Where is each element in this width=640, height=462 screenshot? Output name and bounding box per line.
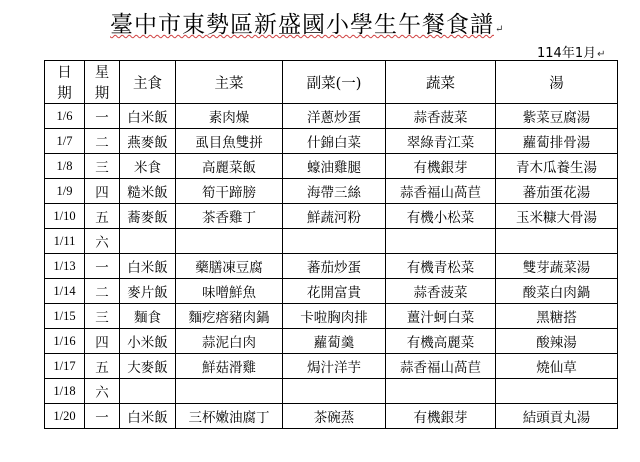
cell-date: 1/20 (45, 404, 85, 429)
cell-staple: 米食 (120, 154, 176, 179)
cell-date: 1/11 (45, 229, 85, 254)
cell-date: 1/17 (45, 354, 85, 379)
cell-main-dish: 三杯嫩油腐丁 (176, 404, 283, 429)
table-row (45, 354, 618, 379)
cell-date: 1/15 (45, 304, 85, 329)
header-soup: 湯 (496, 61, 618, 104)
cell-staple: 燕麥飯 (120, 129, 176, 154)
menu-month: 114年1月↵ (537, 46, 606, 61)
lunch-menu-table (44, 60, 618, 429)
cell-date: 1/7 (45, 129, 85, 154)
table-row (45, 379, 618, 404)
header-side-dish: 副菜(一) (283, 61, 386, 104)
cell-main-dish: 高麗菜飯 (176, 154, 283, 179)
cell-date: 1/9 (45, 179, 85, 204)
cell-vegetable: 有機銀芽 (386, 404, 496, 429)
table-row (45, 204, 618, 229)
cell-soup: 酸辣湯 (496, 329, 618, 354)
cell-weekday: 三 (85, 304, 120, 329)
cell-staple: 白米飯 (120, 254, 176, 279)
cell-main-dish: 筍干蹄膀 (176, 179, 283, 204)
table-row (45, 129, 618, 154)
table-row (45, 404, 618, 429)
cell-soup: 蕃茄蛋花湯 (496, 179, 618, 204)
header-main-dish: 主菜 (176, 61, 283, 104)
header-weekday: 星 期 (85, 61, 120, 104)
cell-main-dish (176, 229, 283, 254)
cell-soup: 黑糖搭 (496, 304, 618, 329)
cell-weekday: 三 (85, 154, 120, 179)
cell-soup: 玉米糠大骨湯 (496, 204, 618, 229)
cell-staple (120, 229, 176, 254)
cell-date: 1/13 (45, 254, 85, 279)
cell-date: 1/6 (45, 104, 85, 129)
cell-soup (496, 229, 618, 254)
cell-soup: 酸菜白肉鍋 (496, 279, 618, 304)
table-row (45, 254, 618, 279)
cell-staple: 蕎麥飯 (120, 204, 176, 229)
cell-staple: 小米飯 (120, 329, 176, 354)
cell-weekday: 二 (85, 279, 120, 304)
cell-vegetable: 有機青松菜 (386, 254, 496, 279)
header-day: 日 期 (45, 61, 85, 104)
cell-main-dish: 虱目魚雙拼 (176, 129, 283, 154)
cell-weekday: 五 (85, 354, 120, 379)
cell-date: 1/16 (45, 329, 85, 354)
cell-soup: 結頭貢丸湯 (496, 404, 618, 429)
cell-main-dish: 茶香雞丁 (176, 204, 283, 229)
cell-side-dish: 鮮蔬河粉 (283, 204, 386, 229)
cell-main-dish: 藥膳凍豆腐 (176, 254, 283, 279)
cell-weekday: 一 (85, 254, 120, 279)
header-staple: 主食 (120, 61, 176, 104)
page-title: 臺中市東勢區新盛國小學生午餐食譜↵ (110, 12, 505, 38)
cell-vegetable: 有機高麗菜 (386, 329, 496, 354)
cell-vegetable (386, 229, 496, 254)
header-row (45, 61, 618, 104)
table-row (45, 154, 618, 179)
cell-side-dish: 洋蔥炒蛋 (283, 104, 386, 129)
cell-soup: 雙芽蔬菜湯 (496, 254, 618, 279)
cell-side-dish: 蘿蔔羹 (283, 329, 386, 354)
cell-staple: 大麥飯 (120, 354, 176, 379)
cell-staple: 麵食 (120, 304, 176, 329)
cell-date: 1/10 (45, 204, 85, 229)
cell-staple: 麥片飯 (120, 279, 176, 304)
cell-vegetable: 翠綠青江菜 (386, 129, 496, 154)
cell-date: 1/8 (45, 154, 85, 179)
cell-date: 1/18 (45, 379, 85, 404)
cell-weekday: 五 (85, 204, 120, 229)
cell-vegetable: 蒜香菠菜 (386, 104, 496, 129)
cell-main-dish: 鮮菇滑雞 (176, 354, 283, 379)
cell-side-dish: 焗汁洋芋 (283, 354, 386, 379)
cell-soup: 燒仙草 (496, 354, 618, 379)
cell-side-dish: 蠔油雞腿 (283, 154, 386, 179)
table-row (45, 279, 618, 304)
cell-weekday: 一 (85, 104, 120, 129)
cell-main-dish: 麵疙瘩豬肉鍋 (176, 304, 283, 329)
cell-staple: 糙米飯 (120, 179, 176, 204)
cell-main-dish: 味噌鮮魚 (176, 279, 283, 304)
cell-weekday: 六 (85, 379, 120, 404)
cell-weekday: 四 (85, 329, 120, 354)
cell-main-dish: 素肉燥 (176, 104, 283, 129)
cell-side-dish (283, 379, 386, 404)
table-row (45, 329, 618, 354)
cell-soup: 青木瓜養生湯 (496, 154, 618, 179)
cell-vegetable: 有機銀芽 (386, 154, 496, 179)
cell-soup (496, 379, 618, 404)
cell-main-dish (176, 379, 283, 404)
cell-weekday: 二 (85, 129, 120, 154)
cell-vegetable: 薑汁蚵白菜 (386, 304, 496, 329)
cell-side-dish: 什錦白菜 (283, 129, 386, 154)
table-row (45, 179, 618, 204)
cell-vegetable: 蒜香福山萵苣 (386, 354, 496, 379)
cell-soup: 蘿蔔排骨湯 (496, 129, 618, 154)
table-row (45, 304, 618, 329)
cell-staple: 白米飯 (120, 404, 176, 429)
cell-soup: 紫菜豆腐湯 (496, 104, 618, 129)
cell-date: 1/14 (45, 279, 85, 304)
header-vegetable: 蔬菜 (386, 61, 496, 104)
table-row (45, 104, 618, 129)
cell-weekday: 六 (85, 229, 120, 254)
cell-weekday: 一 (85, 404, 120, 429)
cell-main-dish: 蒜泥白肉 (176, 329, 283, 354)
cell-vegetable: 蒜香菠菜 (386, 279, 496, 304)
cell-staple: 白米飯 (120, 104, 176, 129)
cell-vegetable: 蒜香福山萵苣 (386, 179, 496, 204)
cell-side-dish (283, 229, 386, 254)
cell-vegetable (386, 379, 496, 404)
cell-side-dish: 海帶三絲 (283, 179, 386, 204)
cell-side-dish: 花開富貴 (283, 279, 386, 304)
cell-side-dish: 卡啦胸肉排 (283, 304, 386, 329)
table-row (45, 229, 618, 254)
cell-side-dish: 茶碗蒸 (283, 404, 386, 429)
cell-side-dish: 蕃茄炒蛋 (283, 254, 386, 279)
cell-staple (120, 379, 176, 404)
cell-weekday: 四 (85, 179, 120, 204)
cell-vegetable: 有機小松菜 (386, 204, 496, 229)
